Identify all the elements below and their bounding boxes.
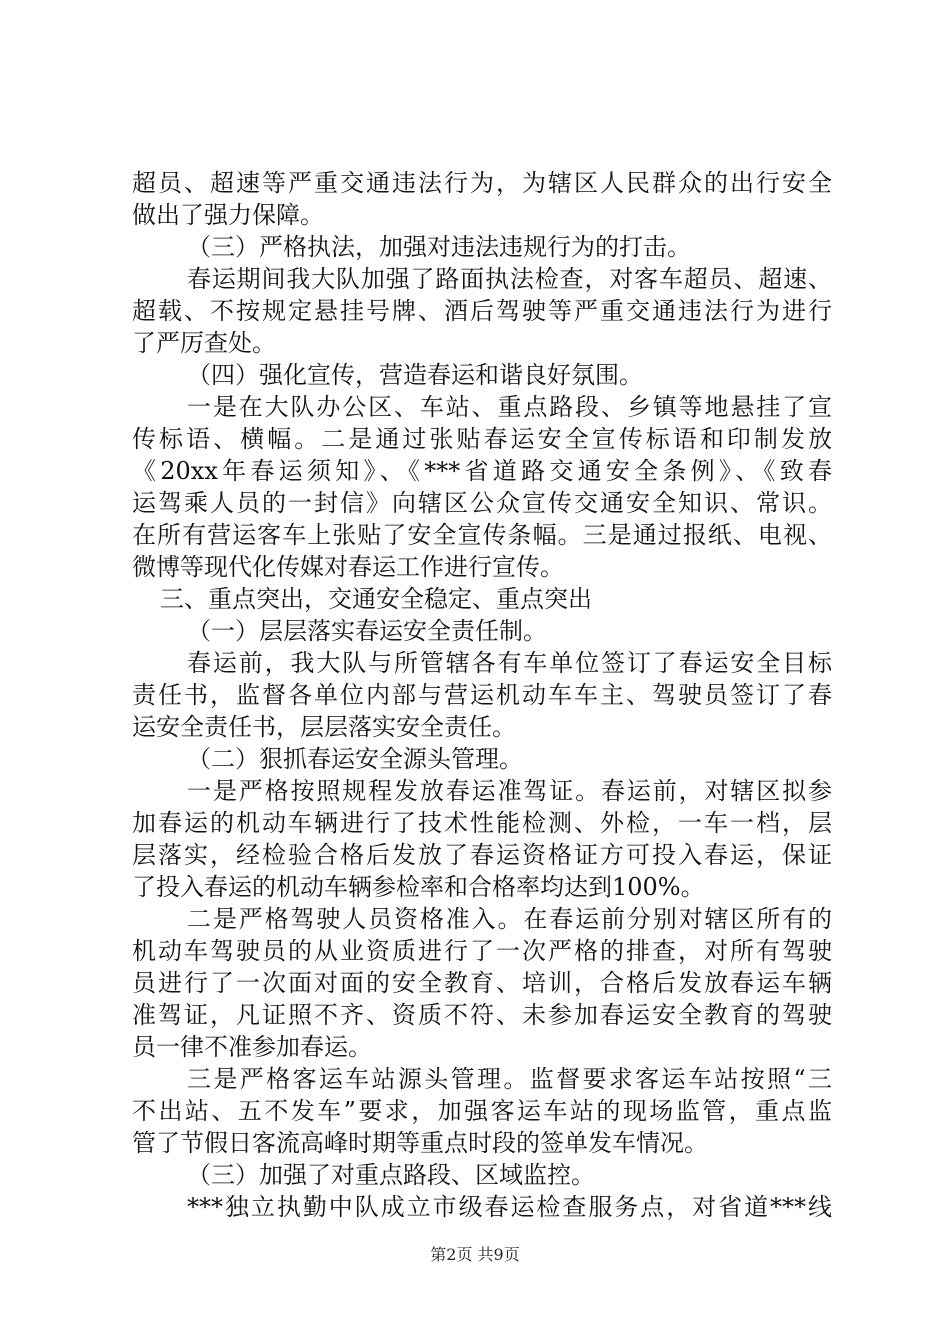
text-line: 超员、超速等严重交通违法行为，为辖区人民群众的出行安全 [132,169,832,197]
text-line: 一是严格按照规程发放春运准驾证。春运前，对辖区拟参 [187,777,832,805]
text-line: 机动车驾驶员的从业资质进行了一次严格的排查，对所有驾驶 [132,937,832,965]
text-line: 《20xx年春运须知》、《***省道路交通安全条例》、《致春 [132,457,832,485]
text-line: 春运期间我大队加强了路面执法检查，对客车超员、超速、 [187,265,832,293]
text-line: 了投入春运的机动车辆参检率和合格率均达到100%。 [132,873,705,901]
text-line: 超载、不按规定悬挂号牌、酒后驾驶等严重交通违法行为进行 [132,297,832,325]
section-heading: 三、重点突出，交通安全稳定、重点突出 [160,585,592,613]
text-line: 三是严格客运车站源头管理。监督要求客运车站按照“三 [187,1065,832,1093]
text-line: ***独立执勤中队成立市级春运检查服务点，对省道***线 [187,1193,832,1221]
text-line: 做出了强力保障。 [132,201,324,229]
text-line: 春运前，我大队与所管辖各有车单位签订了春运安全目标 [187,649,832,677]
section-heading: （四）强化宣传，营造春运和谐良好氛围。 [187,361,643,389]
text-line: 员进行了一次面对面的安全教育、培训，合格后发放春运车辆 [132,969,832,997]
text-line: 运驾乘人员的一封信》向辖区公众宣传交通安全知识、常识。 [132,489,832,517]
section-heading: （二）狠抓春运安全源头管理。 [187,745,523,773]
text-line: 准驾证，凡证照不齐、资质不符、未参加春运安全教育的驾驶 [132,1001,832,1029]
text-line: 加春运的机动车辆进行了技术性能检测、外检，一车一档，层 [132,809,832,837]
text-line: 层落实，经检验合格后发放了春运资格证方可投入春运，保证 [132,841,832,869]
text-line: 管了节假日客流高峰时期等重点时段的签单发车情况。 [132,1129,708,1157]
page-number-footer: 第2页 共9页 [430,1245,520,1264]
section-heading: （三）严格执法，加强对违法违规行为的打击。 [187,233,691,261]
text-line: 二是严格驾驶人员资格准入。在春运前分别对辖区所有的 [187,905,832,933]
text-line: 员一律不准参加春运。 [132,1033,372,1061]
text-line: 不出站、五不发车”要求，加强客运车站的现场监管，重点监 [132,1097,832,1125]
text-line: 微博等现代化传媒对春运工作进行宣传。 [132,553,564,581]
text-line: 在所有营运客车上张贴了安全宣传条幅。三是通过报纸、电视、 [132,521,832,549]
text-line: 了严厉查处。 [132,329,276,357]
section-heading: （一）层层落实春运安全责任制。 [187,617,547,645]
text-line: 一是在大队办公区、车站、重点路段、乡镇等地悬挂了宣 [187,393,832,421]
text-line: 运安全责任书，层层落实安全责任。 [132,713,516,741]
document-body [132,167,832,1223]
text-line: 责任书，监督各单位内部与营运机动车车主、驾驶员签订了春 [132,681,832,709]
section-heading: （三）加强了对重点路段、区域监控。 [187,1161,595,1189]
text-line: 传标语、横幅。二是通过张贴春运安全宣传标语和印制发放 [132,425,832,453]
